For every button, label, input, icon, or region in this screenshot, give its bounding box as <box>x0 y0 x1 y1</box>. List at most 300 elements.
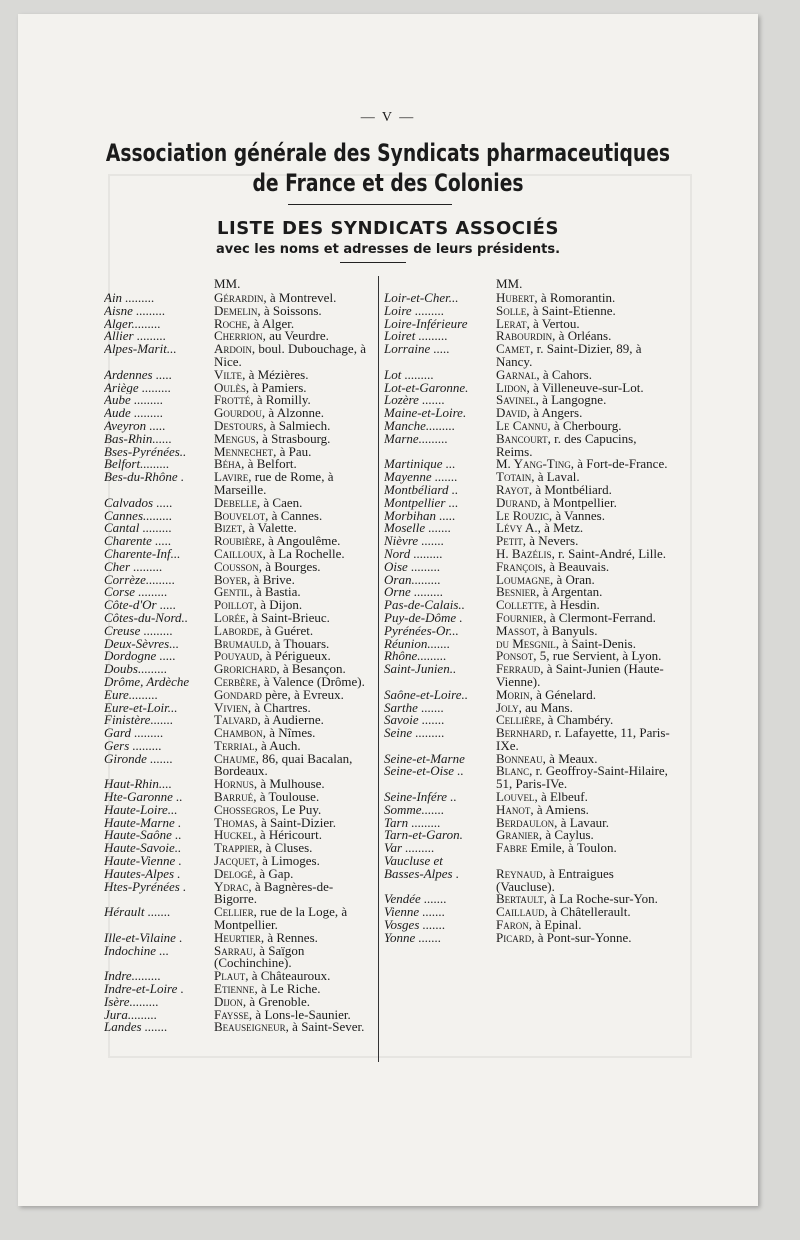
president-name: Ferraud <box>496 661 541 677</box>
president-name: Destours <box>214 417 264 433</box>
president-location: , à Cluses. <box>258 840 313 856</box>
president-name: Terrial <box>214 737 255 753</box>
department-name: Indre-et-Loire . <box>104 983 184 996</box>
president-location: , à Hesdin. <box>544 597 600 613</box>
president-name: Bizet <box>214 520 243 536</box>
department-name: Somme....... <box>384 803 445 817</box>
president-location: , à Guéret. <box>258 622 314 638</box>
president-location: , à Vannes. <box>548 507 605 523</box>
syndicate-entry <box>104 750 376 779</box>
president-location: , à Bastia. <box>249 584 301 600</box>
president-location: , à Amiens. <box>530 801 589 817</box>
president-name: Jacquet <box>214 853 256 869</box>
department-name: Charente-Inf... <box>104 547 181 561</box>
president-location: , à Saint-Junien (Haute-Vienne). <box>496 661 664 689</box>
department-name: Seine-et-Oise .. <box>384 765 464 779</box>
president-location: , à Saint-Brieuc. <box>245 609 330 625</box>
department-name: Indochine ... <box>104 944 169 958</box>
department-name: Seine ......... <box>384 727 445 741</box>
department-name: Côtes-du-Nord.. <box>104 611 189 625</box>
president-name: Ardoin <box>214 341 252 357</box>
title-line-1: Association générale des Syndicats pharmaceutiques <box>105 139 671 167</box>
department-name: Gard ......... <box>104 727 164 740</box>
list-subtitle: avec les noms et adresses de leurs présidents. <box>215 242 561 257</box>
president-location: , à Alger. <box>247 315 295 331</box>
department-name: Martinique ... <box>384 458 456 472</box>
department-name: Lorraine ..... <box>384 343 450 357</box>
department-name: Puy-de-Dôme . <box>384 611 463 625</box>
syndicate-entry <box>384 727 674 753</box>
department-name: Ardennes ..... <box>104 368 173 382</box>
president-name: Beauseigneur <box>214 1019 286 1035</box>
president-location: , à Angers. <box>526 405 583 421</box>
president-location: , à Valence (Drôme). <box>257 673 365 689</box>
department-name: Pyrénées-Or... <box>384 624 459 638</box>
president-name: Talvard <box>214 712 258 728</box>
president-name: Béha <box>214 456 242 472</box>
department-name: Creuse ......... <box>104 624 173 638</box>
department-name: Finistère....... <box>104 714 174 728</box>
president-location: , à Laval. <box>531 469 580 485</box>
syndicate-entry <box>104 471 376 497</box>
president-location: , à Banyuls. <box>536 622 598 638</box>
president-name: Bertault <box>496 891 544 907</box>
department-name: Bes-du-Rhône . <box>104 471 185 485</box>
department-name: Haute-Vienne . <box>104 855 182 868</box>
president-name: Bonneau <box>496 750 543 766</box>
syndicate-entry <box>384 663 674 689</box>
department-name: Aube ......... <box>104 394 164 408</box>
department-name: Calvados ..... <box>104 496 173 510</box>
president-address <box>214 750 376 779</box>
president-location: , à Génelard. <box>529 686 596 702</box>
department-name: Mayenne ....... <box>384 471 458 484</box>
department-name: Côte-d'Or ..... <box>104 599 177 612</box>
column-header-mm: MM. <box>496 276 523 291</box>
department-name: Vosges ....... <box>384 919 446 932</box>
president-name: Cellière <box>496 712 542 728</box>
president-location: , à Montbéliard. <box>528 481 612 497</box>
president-location: , à Saïgon (Cochinchine). <box>214 942 305 971</box>
president-location: , à Montpellier. <box>537 494 617 510</box>
president-name: Blanc <box>496 763 530 779</box>
department-name: Eure-et-Loir... <box>104 701 178 715</box>
president-address <box>214 343 376 369</box>
president-name: Debelle <box>214 494 257 510</box>
president-location: , à Bagnères-de-Bigorre. <box>214 878 334 907</box>
president-name: Cherrion <box>214 328 263 344</box>
president-location: , à Besançon. <box>276 661 346 677</box>
president-name: Gourdou <box>214 405 262 421</box>
department-name: Savoie ....... <box>384 714 445 728</box>
president-name: Hornus <box>214 776 254 792</box>
president-location: , à Saint-Sever. <box>285 1019 365 1035</box>
department-name: Belfort......... <box>104 458 170 472</box>
president-location: , à Nevers. <box>522 533 579 549</box>
president-location: , à Limoges. <box>255 853 320 869</box>
president-name: Bernhard <box>496 725 549 741</box>
president-location: , à Clermont-Ferrand. <box>543 609 656 625</box>
president-name: Garnal <box>496 366 537 382</box>
president-location: , à Oran. <box>549 571 595 587</box>
column-header-mm: MM. <box>214 276 241 291</box>
president-address <box>214 878 376 907</box>
department-name: Corse ......... <box>104 586 168 600</box>
syndicate-entry <box>384 929 674 945</box>
president-name: Faysse <box>214 1006 249 1022</box>
column-divider <box>378 276 379 1062</box>
president-location: , à Beauvais. <box>542 558 610 574</box>
president-name: Bancourt <box>496 430 548 446</box>
syndicate-entry <box>384 865 674 894</box>
department-name: Seine-Infére .. <box>384 791 457 804</box>
president-location: , Le Puy. <box>275 801 322 817</box>
department-name: Drôme, Ardèche <box>104 675 190 689</box>
president-address <box>214 942 376 971</box>
department-name: Loire ......... <box>384 304 445 318</box>
department-name: Aude ......... <box>104 407 164 420</box>
president-location: , à La Rochelle. <box>262 545 345 561</box>
president-name: Joly <box>496 699 519 715</box>
president-location: , à Rennes. <box>260 929 318 945</box>
president-address <box>496 727 674 753</box>
president-location: , à Mulhouse. <box>253 776 325 792</box>
department-name: Vaucluse et <box>384 855 443 868</box>
president-name: Chossegros <box>214 801 276 817</box>
president-location: , à Cherbourg. <box>547 417 622 433</box>
department-name: Haute-Saône .. <box>104 829 182 843</box>
president-location: , au Veurdre. <box>262 328 329 344</box>
president-location: , à Pont-sur-Yonne. <box>531 929 632 945</box>
president-location: , à Angoulême. <box>261 533 341 549</box>
department-name: Lot-et-Garonne. <box>384 381 469 395</box>
president-location: , à Caylus. <box>538 827 594 843</box>
president-address <box>496 765 674 791</box>
department-name: Var ......... <box>384 842 435 856</box>
department-name: Manche......... <box>384 419 456 433</box>
department-name: Vienne ....... <box>384 906 446 920</box>
department-name: Hérault ....... <box>104 906 171 920</box>
document-page <box>18 14 758 1206</box>
president-location: , au Mans. <box>518 699 573 715</box>
subtitle-rule <box>340 262 406 263</box>
president-location: , à Audierne. <box>257 712 324 728</box>
syndicate-entry <box>104 1021 376 1034</box>
president-name: Caillaud <box>496 904 545 920</box>
department-name: Loire-Inférieure <box>384 317 468 331</box>
president-location: , à Romorantin. <box>534 290 616 305</box>
president-location: , à Saint-Dizier. <box>254 814 337 830</box>
syndicate-entry <box>384 430 674 459</box>
department-name: Hautes-Alpes . <box>104 867 181 881</box>
president-address <box>214 906 376 932</box>
president-name: Laborde <box>214 622 259 638</box>
department-name: Réunion....... <box>384 637 451 651</box>
department-name: Marne......... <box>384 432 448 446</box>
president-name: Lévy A. <box>496 520 538 536</box>
president-location: , r. des Capucins, Reims. <box>496 430 637 459</box>
president-location: , r. Saint-André, Lille. <box>551 545 667 561</box>
president-address <box>496 842 674 855</box>
department-name: Nièvre ....... <box>384 535 445 548</box>
president-name: Mengus <box>214 430 256 446</box>
president-name: Poillot <box>214 597 254 613</box>
president-location: , à Pau. <box>273 443 312 459</box>
president-name: du Mesgnil <box>496 635 556 651</box>
president-location: , à Châteauroux. <box>245 968 331 984</box>
president-location: , à Orléans. <box>552 328 612 344</box>
president-name: Boyer <box>214 571 248 587</box>
department-name: Loir-et-Cher... <box>384 292 459 305</box>
president-location: , à Mézières. <box>242 366 309 382</box>
president-name: Gentil <box>214 584 250 600</box>
department-name: Saône-et-Loire.. <box>384 688 468 702</box>
president-location: , à Saint-Etienne. <box>526 302 616 318</box>
president-location: , à Auch. <box>254 737 301 753</box>
president-name: Oulès <box>214 379 246 395</box>
department-name: Haut-Rhin.... <box>104 778 172 792</box>
president-name: Lorée <box>214 609 246 625</box>
president-name: H. Bazélis <box>496 545 552 561</box>
president-name: David <box>496 405 527 421</box>
president-location: , à Soissons. <box>257 302 322 318</box>
president-name: Grorichard <box>214 661 277 677</box>
president-location: , 86, quai Bacalan, Bordeaux. <box>214 750 353 779</box>
page-title <box>99 138 676 198</box>
president-location: , à Meaux. <box>542 750 598 766</box>
president-location: , à Villeneuve-sur-Lot. <box>526 379 644 395</box>
president-address <box>496 929 674 945</box>
department-name: Aisne ......... <box>104 304 166 318</box>
department-name: Gironde ....... <box>104 752 173 766</box>
president-location: Emile, à Toulon. <box>527 840 617 856</box>
syndicate-entry <box>104 343 376 369</box>
president-name: Huckel <box>214 827 254 843</box>
president-location: , à Lons-le-Saunier. <box>248 1006 351 1022</box>
president-location: , à Entraigues (Vaucluse). <box>496 865 614 894</box>
department-name: Tarn ......... <box>384 816 441 830</box>
president-name: Heurtier <box>214 929 261 945</box>
president-name: Hanot <box>496 801 531 817</box>
president-location: , à Salmiech. <box>263 417 331 433</box>
department-name: Nord ......... <box>384 547 443 561</box>
department-name: Landes ....... <box>104 1021 168 1035</box>
president-location: , à Toulouse. <box>253 789 320 805</box>
president-address <box>496 343 674 369</box>
page-number: — V — <box>360 110 416 125</box>
president-name: Vilte <box>214 366 243 382</box>
president-name: Lerat <box>496 315 527 331</box>
department-name: Allier ......... <box>104 330 167 344</box>
president-location: , à Saint-Denis. <box>555 635 636 651</box>
department-name: Haute-Marne . <box>104 816 182 830</box>
department-name: Lozère ....... <box>384 394 445 408</box>
president-name: Ponsot <box>496 648 534 664</box>
president-location: , à Héricourt. <box>253 827 322 843</box>
president-name: Dijon <box>214 993 243 1009</box>
president-name: Gérardin <box>214 290 264 305</box>
department-name: Seine-et-Marne <box>384 752 465 766</box>
president-name: Plaut <box>214 968 246 984</box>
president-location: , à Brive. <box>247 571 295 587</box>
president-name: Trappier <box>214 840 259 856</box>
department-name: Maine-et-Loire. <box>384 407 467 420</box>
president-location: , r. Saint-Dizier, 89, à Nancy. <box>496 341 642 369</box>
department-name: Htes-Pyrénées . <box>104 880 187 894</box>
president-location: , à Fort-de-France. <box>570 456 668 472</box>
department-name: Jura......... <box>104 1008 158 1022</box>
president-name: Chaume <box>214 750 256 766</box>
president-name: Camet <box>496 341 531 357</box>
syndicate-entry <box>104 906 376 932</box>
president-location: , à Pamiers. <box>245 379 307 395</box>
right-column <box>384 276 674 945</box>
president-name: Gondard <box>214 686 262 702</box>
department-name: Bas-Rhin...... <box>104 432 172 446</box>
president-location: , r. Lafayette, 11, Paris-IXe. <box>496 725 670 753</box>
president-location: , à Vertou. <box>526 315 580 331</box>
president-name: Ydrac <box>214 878 249 894</box>
president-name: Chambon <box>214 725 263 741</box>
president-name: Vivien <box>214 699 248 715</box>
syndicate-entry <box>384 842 674 855</box>
president-name: Solle <box>496 302 527 318</box>
department-name: Montbéliard .. <box>384 483 459 497</box>
president-name: François <box>496 558 543 574</box>
president-name: Cailloux <box>214 545 263 561</box>
president-name: Fabre <box>496 840 528 856</box>
department-name: Vendée ....... <box>384 893 447 907</box>
department-name: Oran......... <box>384 573 441 587</box>
department-name: Dordogne ..... <box>104 650 176 664</box>
department-name: Lot ......... <box>384 368 434 382</box>
department-name: Cannes......... <box>104 509 173 523</box>
president-name: Besnier <box>496 584 537 600</box>
department-name: Morbihan ..... <box>384 509 456 523</box>
department-name: Sarthe ....... <box>384 701 444 715</box>
department-name: Gers ......... <box>104 739 162 753</box>
president-name: Lidon <box>496 379 527 395</box>
department-name: Doubs......... <box>104 663 168 676</box>
president-location: , à Argentan. <box>536 584 603 600</box>
department-name: Isère......... <box>104 995 159 1009</box>
president-location: , boul. Dubouchage, à Nice. <box>214 341 366 369</box>
syndicate-entry <box>384 765 674 791</box>
president-location: , à Belfort. <box>241 456 297 472</box>
president-location: , à Thouars. <box>268 635 330 651</box>
department-name: Alger......... <box>104 317 161 331</box>
list-title: LISTE DES SYNDICATS ASSOCIÉS <box>217 218 559 239</box>
president-name: Reynaud <box>496 865 543 881</box>
president-name: M. Yang-Ting <box>496 456 571 472</box>
president-name: Fournier <box>496 609 544 625</box>
president-location: , à Périgueux. <box>259 648 331 664</box>
department-name: Montpellier ... <box>384 496 459 510</box>
president-name: Petit <box>496 533 523 549</box>
president-name: Delogé <box>214 865 253 881</box>
department-name: Corrèze......... <box>104 573 176 587</box>
title-rule <box>288 204 452 205</box>
president-name: Faron <box>496 917 529 933</box>
president-address <box>214 471 376 497</box>
president-location: , à Langogne. <box>535 392 607 408</box>
president-name: Brumauld <box>214 635 269 651</box>
president-address <box>496 430 674 459</box>
title-line-2: de France et des Colonies <box>252 169 524 197</box>
president-location: , à Elbeuf. <box>534 789 588 805</box>
president-name: Totain <box>496 469 532 485</box>
syndicate-entry <box>104 942 376 971</box>
president-name: Morin <box>496 686 530 702</box>
president-name: Rayot <box>496 481 529 497</box>
president-name: Sarrau <box>214 942 253 958</box>
president-name: Mennechet <box>214 443 274 459</box>
president-location: père, à Evreux. <box>261 686 344 702</box>
president-location: , à Gap. <box>252 865 294 881</box>
president-name: Loumagne <box>496 571 550 587</box>
president-location: , à Châtellerault. <box>544 904 631 920</box>
department-name: Orne ......... <box>384 586 444 600</box>
president-location: , à La Roche-sur-Yon. <box>543 891 658 907</box>
president-name: Le Cannu <box>496 417 548 433</box>
department-name: Ain ......... <box>104 292 155 305</box>
president-name: Louvel <box>496 789 535 805</box>
department-name: Haute-Loire... <box>104 803 178 817</box>
president-name: Picard <box>496 929 532 945</box>
department-name: Eure......... <box>104 688 159 702</box>
department-name: Bses-Pyrénées.. <box>104 445 187 459</box>
president-location: , à Strasbourg. <box>255 430 331 446</box>
president-address <box>496 663 674 689</box>
president-name: Frotté <box>214 392 251 408</box>
department-name: Moselle ....... <box>384 522 452 536</box>
department-name: Deux-Sèvres... <box>104 637 179 651</box>
president-location: , à Epinal. <box>528 917 582 933</box>
syndicate-entry <box>384 343 674 369</box>
department-name: Hte-Garonne .. <box>104 791 183 804</box>
president-location: , à Grenoble. <box>242 993 311 1009</box>
department-name: Cantal ......... <box>104 522 172 536</box>
president-name: Demelin <box>214 302 258 318</box>
president-location: , à Le Riche. <box>254 981 321 997</box>
president-address <box>214 1021 376 1034</box>
president-location: , à Chartres. <box>247 699 311 715</box>
president-name: Lavire <box>214 469 249 485</box>
president-location: , r. Geoffroy-Saint-Hilaire, 51, Paris-IVe. <box>496 763 668 792</box>
president-location: , à Caen. <box>256 494 303 510</box>
president-name: Roche <box>214 315 248 331</box>
president-name: Bouvelot <box>214 507 266 523</box>
department-name: Pas-de-Calais.. <box>384 599 465 612</box>
president-address <box>496 865 674 894</box>
president-name: Savinel <box>496 392 536 408</box>
department-name: Aveyron ..... <box>104 419 166 433</box>
president-location: , à Cahors. <box>536 366 592 382</box>
president-name: Durand <box>496 494 538 510</box>
president-name: Cellier <box>214 904 254 920</box>
president-name: Cerbère <box>214 673 258 689</box>
president-location: , rue de la Loge, à Montpellier. <box>214 904 348 933</box>
department-name: Cher ......... <box>104 560 163 574</box>
syndicate-entry <box>104 878 376 907</box>
president-name: Roubière <box>214 533 262 549</box>
president-name: Le Rouzic <box>496 507 549 523</box>
president-location: , à Montrevel. <box>263 290 337 305</box>
president-name: Pouyaud <box>214 648 260 664</box>
president-name: Barrué <box>214 789 254 805</box>
president-location: , à Bourges. <box>258 558 321 574</box>
department-name: Charente ..... <box>104 535 172 548</box>
